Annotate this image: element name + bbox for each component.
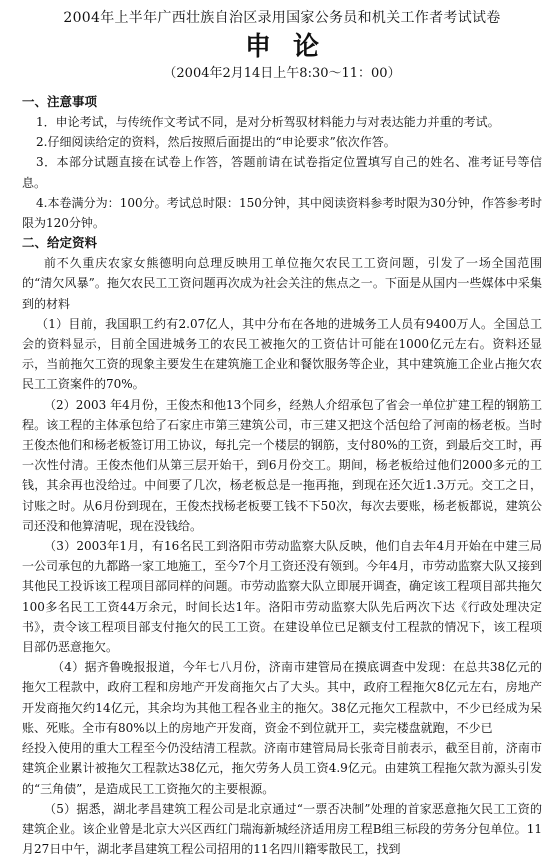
material-paragraph: （1）目前，我国职工约有2.07亿人，其中分布在各地的进城务工人员有9400万人。全国总工会的资料显示，目前全国进城务工的农民工被拖欠的工资估计可能在1000亿元左右。资料还显示，当前拖欠工资的现象主要发生在建筑施工企业和餐饮服务等企业，其中建筑施工企业占拖欠农民工工资案件的70%。 [22,316,542,392]
material-paragraph: （5）据悉，湖北孝昌建筑工程公司是北京通过“一票否决制”处理的首家恶意拖欠民工工资的建筑企业。该企业曾是北京大兴区西红门瑞海新城经济适用房工程B组三标段的劳务分包单位。11月27日中午，湖北孝昌建筑工程公司招用的11名四川籍零散民工，找到 [22,801,542,857]
exam-paper-title: 2004年上半年广西壮族自治区录用国家公务员和机关工作者考试试卷 [63,10,501,26]
notice-item: 3．本部分试题直接在试卷上作答，答题前请在试卷指定位置填写自己的姓名、准考证号等信息。 [22,155,542,190]
material-paragraph: （4）据齐鲁晚报报道，今年七八月份，济南市建管局在摸底调查中发现：在总共38亿元的拖欠工程款中，政府工程和房地产开发商拖欠占了大头。其中，政府工程拖欠8亿元左右，房地产开发商拖欠约14亿元，其余均为其他工程各业主的拖欠。38亿元拖欠工程款中，不少已经成为呆账、死账。全市有80%以上的房地产开发商，资金不到位就开工，卖完楼盘就跑，不少已 [22,660,542,735]
main-title: 申论 [244,32,341,62]
materials-intro: 前不久重庆农家女熊德明向总理反映用工单位拖欠农民工工资问题，引发了一场全国范围的“清欠风暴”。拖欠农民工工资问题再次成为社会关注的焦点之一。下面是从国内一些媒体中采集到的材料 [22,256,542,311]
notice-item: 1．申论考试，与传统作文考试不同，是对分析驾驭材料能力与对表达能力并重的考试。 [36,115,500,129]
notice-item: 4.本卷满分为：100分。考试总时限：150分钟，其中阅读资料参考时限为30分钟，作答参考时限为120分钟。 [22,195,542,231]
material-paragraph: （2）2003 年4月份，王俊杰和他13个同乡，经熟人介绍承包了省会一单位扩建工程的钢筋工程。该工程的主体承包给了石家庄市第三建筑公司，市三建又把这个活包给了河南的杨老板。当时王俊杰他们和杨老板签订用工协议，每扎完一个楼层的钢筋，支付80%的工资，到最后交工时，再一次性付清。王俊杰他们从第三层开始干，到6月份交工。期间，杨老板给过他们2000多元的工钱，其余再也没给过。中间要了几次，杨老板总是一拖再拖，到现在还欠近1.3万元。交工之日，讨账之时。从6月份到现在，王俊杰找杨老板要工钱不下50次，每次去要账，杨老板都说，建筑公司还没和他算清呢，现在没钱给。 [22,397,542,533]
section-heading-notes: 一、注意事项 [22,94,98,109]
material-paragraph: 经投入使用的重大工程至今仍没结清工程款。济南市建管局局长张奇目前表示，截至目前，济南市建筑企业累计被拖欠工程款达38亿元，拖欠劳务人员工资4.9亿元。由建筑工程拖欠款为源头引发的“三角债”，是造成民工工资拖欠的主要根源。 [22,741,542,796]
exam-time: （2004年2月14日上午8:30～11：00） [163,66,401,81]
notice-item: 2.仔细阅读给定的资料，然后按照后面提出的“申论要求”依次作答。 [36,135,396,150]
section-heading-materials: 二、给定资料 [22,235,98,251]
material-paragraph: （3）2003年1月，有16名民工到洛阳市劳动监察大队反映，他们自去年4月开始在中建三局一公司承包的九都路一家工地施工，至今7个月工资还没有领到。今年4月，市劳动监察大队又接到其他民工投诉该工程项目部同样的问题。市劳动监察大队立即展开调查，确定该工程项目部共拖欠100多名民工工资44万余元，时间长达1年。洛阳市劳动监察大队先后两次下达《行政处理决定书》，责令该工程项目部支付拖欠的民工工资。在建设单位已足额支付工程款的情况下，该工程项目部仍恶意拖欠。 [22,539,542,655]
